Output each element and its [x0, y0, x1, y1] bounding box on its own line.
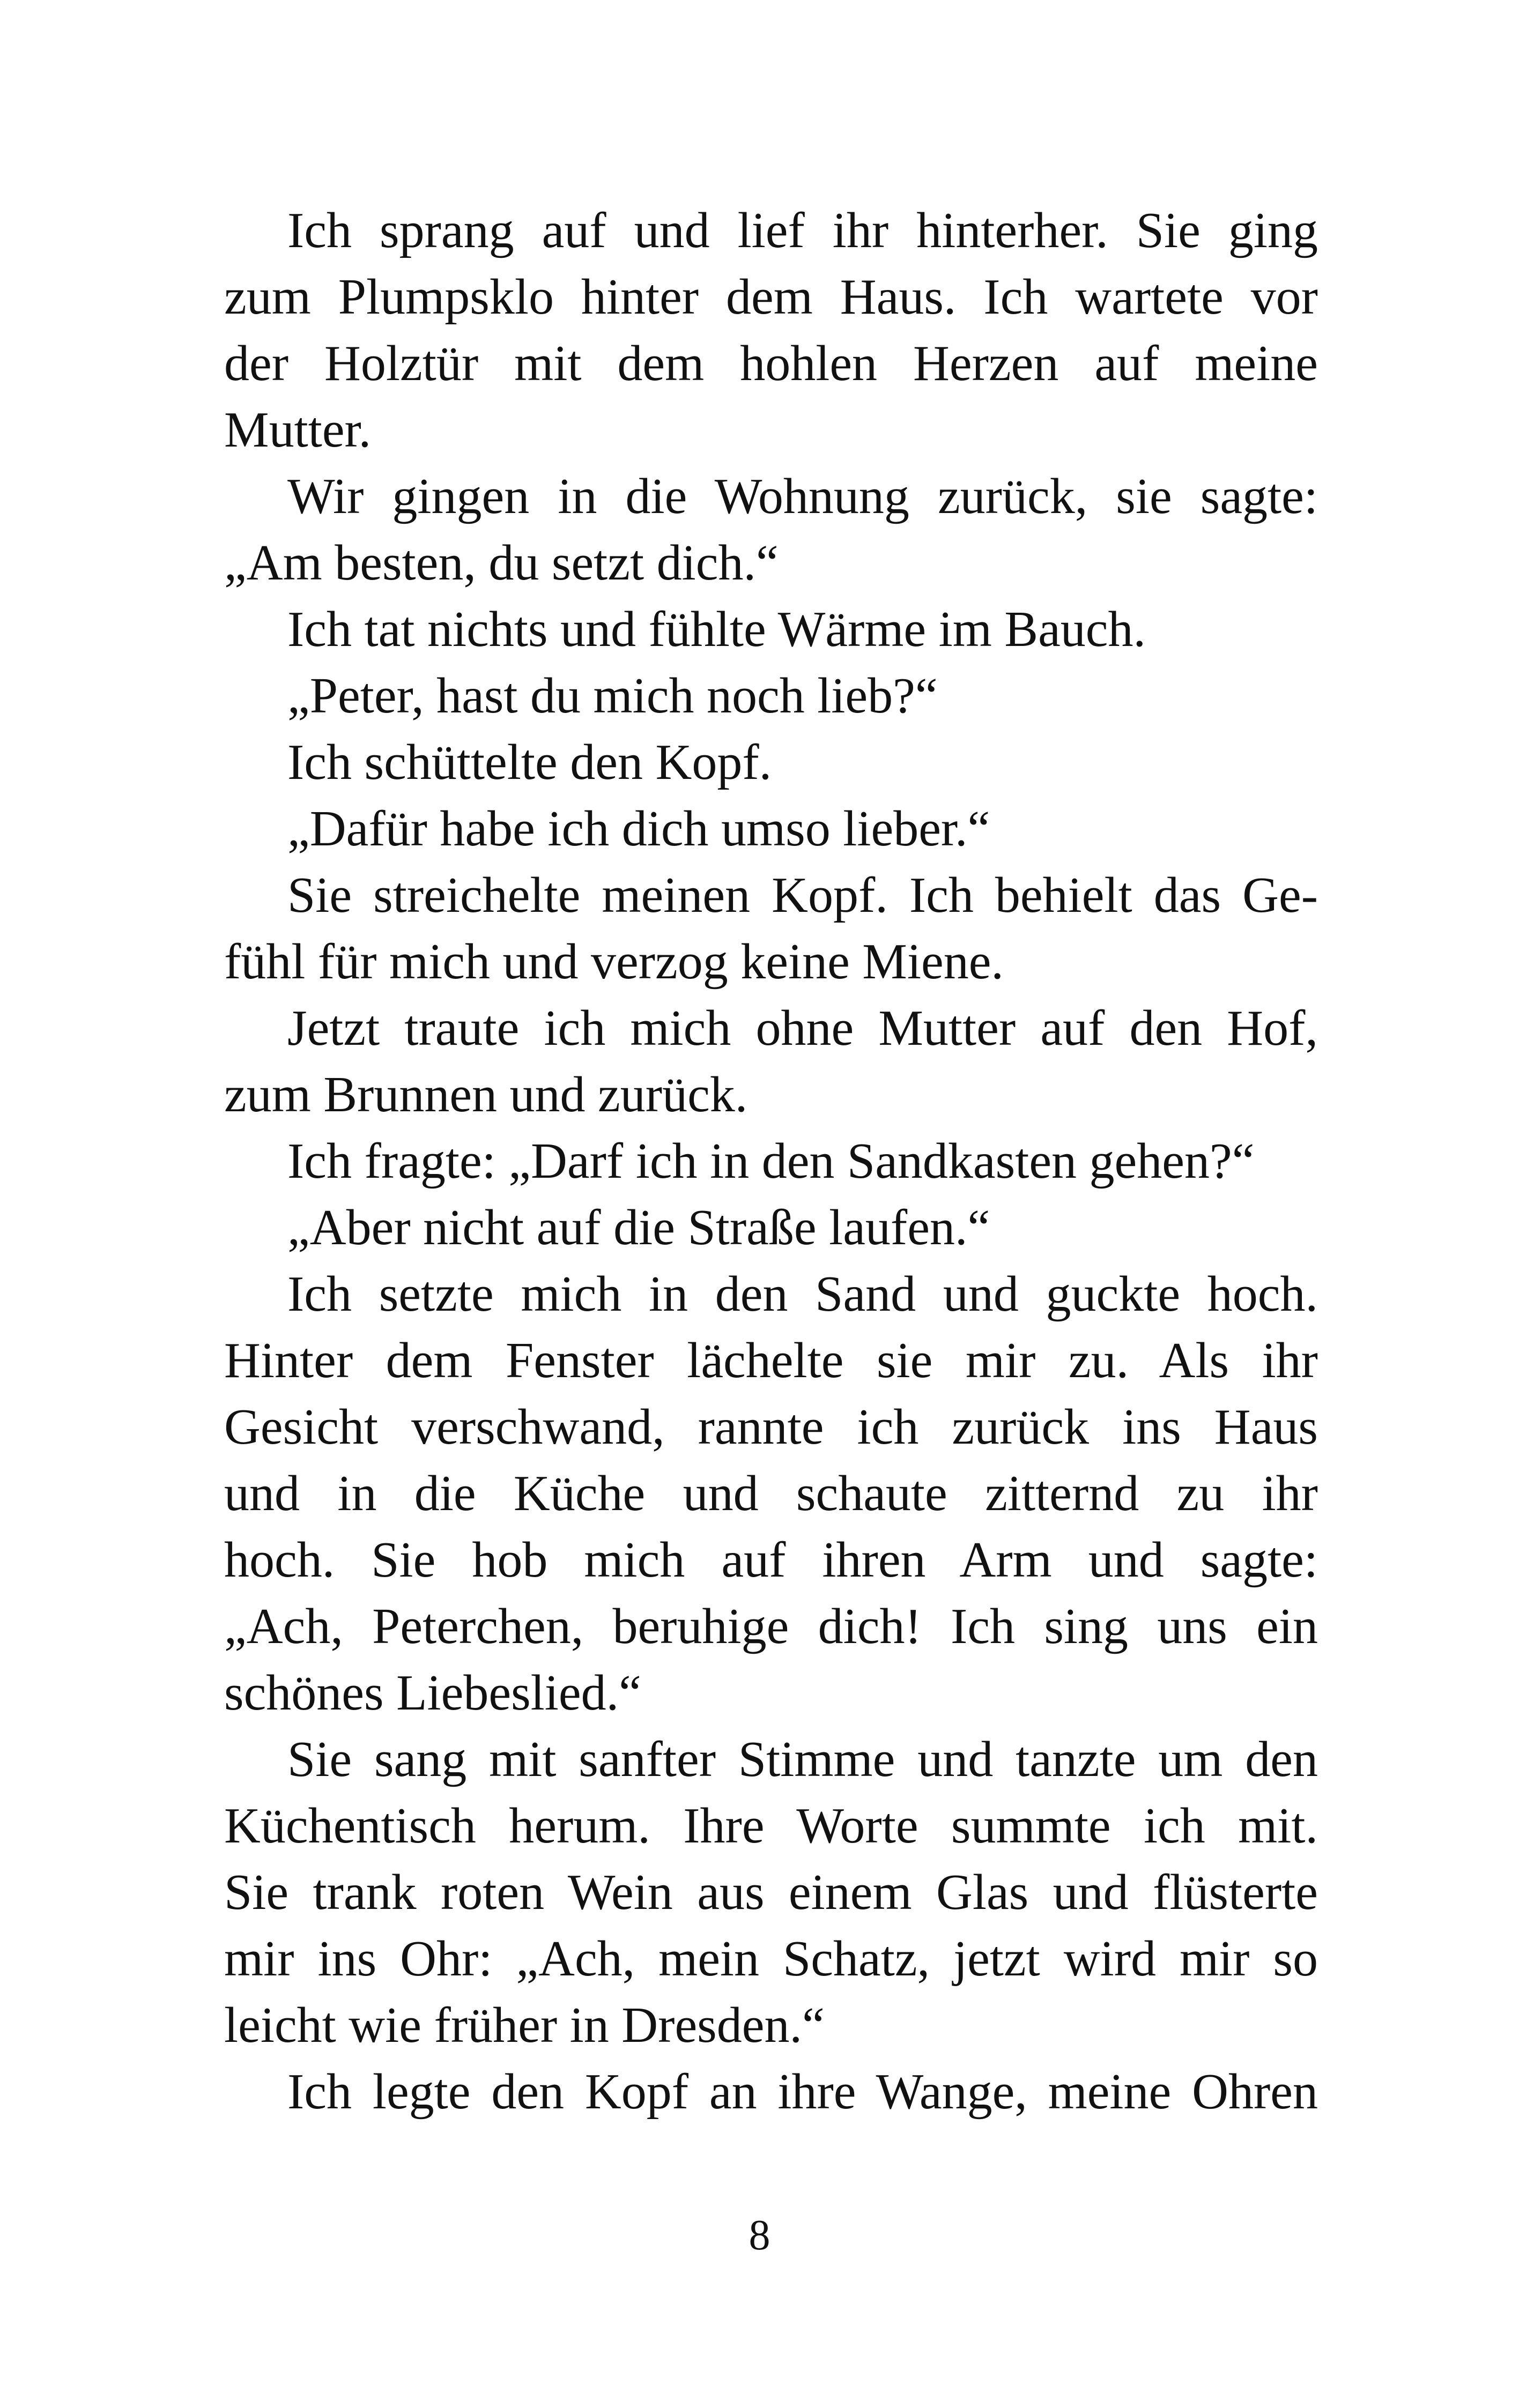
- page-number: 8: [749, 2212, 770, 2259]
- text-line: Ich setzte mich in den Sand und guckte hoch.: [287, 1266, 1318, 1322]
- text-line: Sie streichelte meinen Kopf. Ich behielt das Ge-: [287, 867, 1318, 923]
- text-line: zum Brunnen und zurück.: [224, 1067, 748, 1123]
- text-line: Jetzt traute ich mich ohne Mutter auf den Hof,: [287, 1000, 1318, 1056]
- text-line: zum Plumpsklo hinter dem Haus. Ich wartete vor: [224, 269, 1318, 325]
- text-line: leicht wie früher in Dresden.“: [224, 1997, 825, 2053]
- text-line: Ich sprang auf und lief ihr hinterher. Sie ging: [287, 203, 1318, 258]
- body-text: [224, 197, 1318, 2125]
- text-line: Ich schüttelte den Kopf.: [287, 734, 772, 790]
- text-line: schönes Liebeslied.“: [224, 1665, 641, 1721]
- text-line: hoch. Sie hob mich auf ihren Arm und sagte:: [224, 1532, 1318, 1588]
- text-line: der Holztür mit dem hohlen Herzen auf meine: [224, 336, 1318, 391]
- text-line: mir ins Ohr: „Ach, mein Schatz, jetzt wird mir so: [224, 1931, 1318, 1987]
- text-line: Ich tat nichts und fühlte Wärme im Bauch.: [287, 601, 1146, 657]
- text-line: Sie trank roten Wein aus einem Glas und flüsterte: [224, 1864, 1318, 1920]
- text-line: Sie sang mit sanfter Stimme und tanzte um den: [287, 1731, 1318, 1787]
- text-line: Ich fragte: „Darf ich in den Sandkasten gehen?“: [287, 1133, 1255, 1189]
- text-line: fühl für mich und verzog keine Miene.: [224, 934, 1004, 990]
- text-line: Gesicht verschwand, rannte ich zurück ins Haus: [224, 1399, 1318, 1455]
- text-line: Ich legte den Kopf an ihre Wange, meine Ohren: [287, 2064, 1318, 2120]
- text-line: Hinter dem Fenster lächelte sie mir zu. Als ihr: [224, 1333, 1318, 1388]
- text-line: „Dafür habe ich dich umso lieber.“: [287, 801, 990, 857]
- text-line: „Peter, hast du mich noch lieb?“: [287, 668, 938, 724]
- text-line: Küchentisch herum. Ihre Worte summte ich mit.: [224, 1798, 1318, 1854]
- text-line: Wir gingen in die Wohnung zurück, sie sagte:: [287, 469, 1318, 524]
- text-line: Mutter.: [224, 402, 372, 458]
- text-line: und in die Küche und schaute zitternd zu ihr: [224, 1466, 1318, 1521]
- text-line: „Aber nicht auf die Straße laufen.“: [287, 1200, 990, 1255]
- text-line: „Am besten, du setzt dich.“: [224, 535, 779, 591]
- text-line: „Ach, Peterchen, beruhige dich! Ich sing uns ein: [224, 1599, 1318, 1654]
